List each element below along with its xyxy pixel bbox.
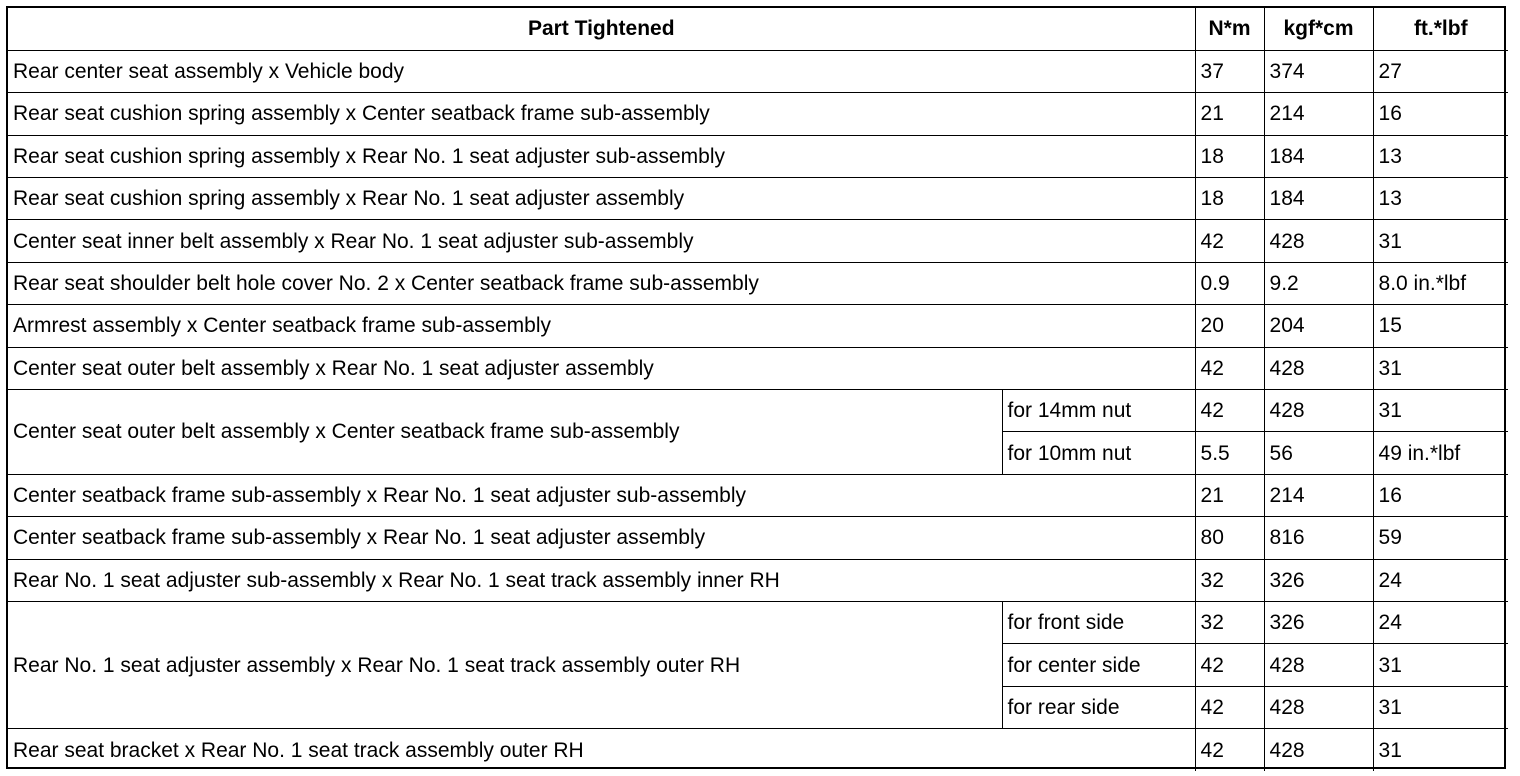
nm-cell: 0.9 [1195, 262, 1264, 304]
table-header-row [8, 8, 1508, 50]
table-row [8, 390, 1508, 432]
part-cell: Rear seat shoulder belt hole cover No. 2 x Center seatback frame sub-assembly [8, 262, 1195, 304]
nm-cell: 42 [1195, 686, 1264, 728]
table-row [8, 517, 1508, 559]
ft-cell: 31 [1373, 220, 1508, 262]
part-cell: Rear center seat assembly x Vehicle body [8, 50, 1195, 92]
ft-cell: 49 in.*lbf [1373, 432, 1508, 474]
ft-cell: 16 [1373, 93, 1508, 135]
ft-cell: 13 [1373, 178, 1508, 220]
condition-cell: for front side [1002, 601, 1195, 643]
kgf-cell: 428 [1264, 729, 1373, 771]
kgf-cell: 816 [1264, 517, 1373, 559]
ft-cell: 15 [1373, 305, 1508, 347]
nm-cell: 37 [1195, 50, 1264, 92]
condition-cell: for 10mm nut [1002, 432, 1195, 474]
part-cell-grouped: Rear No. 1 seat adjuster assembly x Rear No. 1 seat track assembly outer RH [8, 601, 1002, 728]
ft-cell: 31 [1373, 729, 1508, 771]
nm-cell: 42 [1195, 347, 1264, 389]
ft-cell: 59 [1373, 517, 1508, 559]
part-cell: Center seatback frame sub-assembly x Rear No. 1 seat adjuster sub-assembly [8, 474, 1195, 516]
nm-cell: 21 [1195, 474, 1264, 516]
header-nm: N*m [1195, 8, 1264, 50]
part-cell: Rear seat cushion spring assembly x Rear No. 1 seat adjuster assembly [8, 178, 1195, 220]
part-cell: Center seat inner belt assembly x Rear No. 1 seat adjuster sub-assembly [8, 220, 1195, 262]
kgf-cell: 56 [1264, 432, 1373, 474]
ft-cell: 16 [1373, 474, 1508, 516]
kgf-cell: 184 [1264, 178, 1373, 220]
ft-cell: 31 [1373, 390, 1508, 432]
ft-cell: 31 [1373, 347, 1508, 389]
ft-cell: 31 [1373, 644, 1508, 686]
ft-cell: 24 [1373, 601, 1508, 643]
kgf-cell: 214 [1264, 93, 1373, 135]
nm-cell: 21 [1195, 93, 1264, 135]
table-row [8, 347, 1508, 389]
torque-table-frame [6, 6, 1506, 769]
kgf-cell: 428 [1264, 347, 1373, 389]
nm-cell: 32 [1195, 601, 1264, 643]
part-cell: Rear No. 1 seat adjuster sub-assembly x Rear No. 1 seat track assembly inner RH [8, 559, 1195, 601]
ft-cell: 27 [1373, 50, 1508, 92]
kgf-cell: 374 [1264, 50, 1373, 92]
kgf-cell: 184 [1264, 135, 1373, 177]
nm-cell: 32 [1195, 559, 1264, 601]
condition-cell: for rear side [1002, 686, 1195, 728]
nm-cell: 42 [1195, 644, 1264, 686]
kgf-cell: 428 [1264, 220, 1373, 262]
part-cell-grouped: Center seat outer belt assembly x Center seatback frame sub-assembly [8, 390, 1002, 475]
kgf-cell: 428 [1264, 644, 1373, 686]
torque-specification-table [8, 8, 1508, 771]
header-part-tightened: Part Tightened [8, 8, 1195, 50]
kgf-cell: 204 [1264, 305, 1373, 347]
kgf-cell: 9.2 [1264, 262, 1373, 304]
ft-cell: 31 [1373, 686, 1508, 728]
header-kgf-cm: kgf*cm [1264, 8, 1373, 50]
table-row [8, 135, 1508, 177]
ft-cell: 8.0 in.*lbf [1373, 262, 1508, 304]
condition-cell: for center side [1002, 644, 1195, 686]
table-row [8, 601, 1508, 643]
nm-cell: 42 [1195, 390, 1264, 432]
header-ft-lbf: ft.*lbf [1373, 8, 1508, 50]
table-row [8, 93, 1508, 135]
table-row [8, 178, 1508, 220]
kgf-cell: 326 [1264, 601, 1373, 643]
part-cell: Rear seat bracket x Rear No. 1 seat track assembly outer RH [8, 729, 1195, 771]
part-cell: Rear seat cushion spring assembly x Center seatback frame sub-assembly [8, 93, 1195, 135]
nm-cell: 20 [1195, 305, 1264, 347]
table-row [8, 50, 1508, 92]
part-cell: Armrest assembly x Center seatback frame sub-assembly [8, 305, 1195, 347]
table-row [8, 262, 1508, 304]
kgf-cell: 214 [1264, 474, 1373, 516]
kgf-cell: 326 [1264, 559, 1373, 601]
table-row [8, 474, 1508, 516]
condition-cell: for 14mm nut [1002, 390, 1195, 432]
kgf-cell: 428 [1264, 390, 1373, 432]
nm-cell: 42 [1195, 729, 1264, 771]
kgf-cell: 428 [1264, 686, 1373, 728]
ft-cell: 13 [1373, 135, 1508, 177]
part-cell: Rear seat cushion spring assembly x Rear No. 1 seat adjuster sub-assembly [8, 135, 1195, 177]
nm-cell: 42 [1195, 220, 1264, 262]
part-cell: Center seat outer belt assembly x Rear No. 1 seat adjuster assembly [8, 347, 1195, 389]
ft-cell: 24 [1373, 559, 1508, 601]
nm-cell: 18 [1195, 135, 1264, 177]
table-row [8, 729, 1508, 771]
nm-cell: 18 [1195, 178, 1264, 220]
nm-cell: 80 [1195, 517, 1264, 559]
part-cell: Center seatback frame sub-assembly x Rear No. 1 seat adjuster assembly [8, 517, 1195, 559]
table-row [8, 559, 1508, 601]
nm-cell: 5.5 [1195, 432, 1264, 474]
table-row [8, 305, 1508, 347]
table-row [8, 220, 1508, 262]
